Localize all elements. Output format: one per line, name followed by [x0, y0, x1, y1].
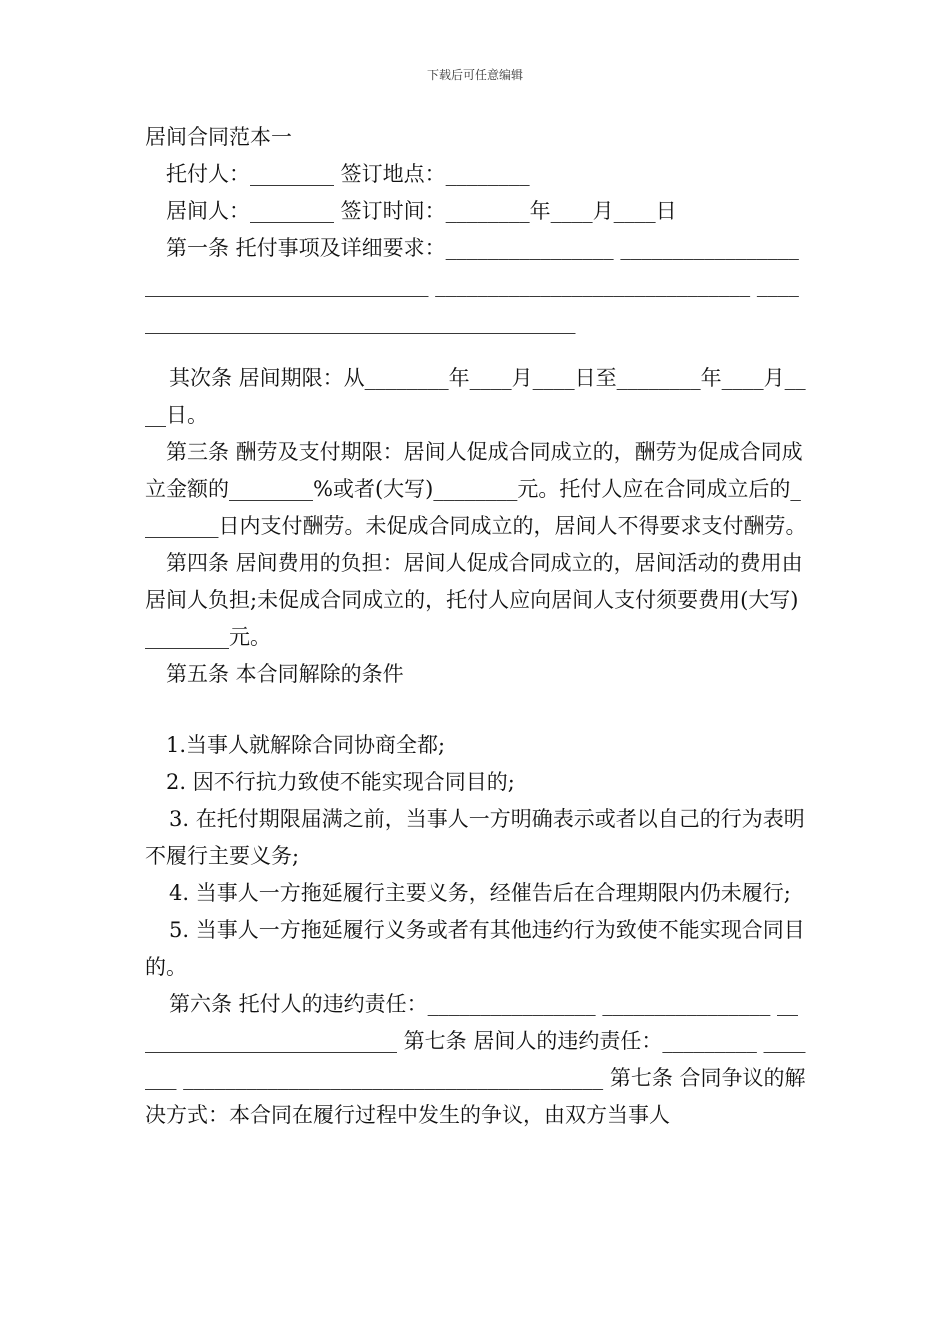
page-header: 下载后可任意编辑 [426, 68, 523, 82]
article-1: 第一条 托付事项及详细要求：________________ ____________________________________________ ______________________________ _____________________________________________ [145, 236, 799, 334]
condition-item-1: 1.当事人就解除合同协商全都; [166, 733, 446, 757]
condition-item-3: 3. 在托付期限届满之前，当事人一方明确表示或者以自己的行为表明不履行主要义务; [145, 807, 805, 868]
articles-6-7: 第六条 托付人的违约责任：________________ ________________ __________________________ 第七条 居间人的违约责任：_________ _______ ________________________________________ 第七条 合同争议的解决方式：本合同在履行过程中发生的争议，由双方当事人 [145, 992, 806, 1127]
entrustor-line: 托付人：________ 签订地点：________ [166, 162, 530, 186]
article-2: 其次条 居间期限：从________年____月____日至________年____月____日。 [145, 366, 806, 427]
article-5: 第五条 本合同解除的条件 [166, 662, 404, 686]
article-3: 第三条 酬劳及支付期限：居间人促成合同成立的，酬劳为促成合同成立金额的________%或者(大写)________元。托付人应在合同成立后的________日内支付酬劳。未促成合同成立的，居间人不得要求支付酬劳。 [145, 440, 807, 538]
condition-item-2: 2. 因不行抗力致使不能实现合同目的; [166, 770, 515, 794]
document-title: 居间合同范本一 [145, 125, 292, 149]
intermediary-line: 居间人：________ 签订时间：________年____月____日 [166, 199, 677, 223]
document-body [145, 119, 807, 1134]
condition-item-5: 5. 当事人一方拖延履行义务或者有其他违约行为致使不能实现合同目的。 [145, 918, 805, 979]
article-4: 第四条 居间费用的负担：居间人促成合同成立的，居间活动的费用由居间人负担;未促成合同成立的，托付人应向居间人支付须要费用(大写)________元。 [145, 551, 803, 649]
condition-item-4: 4. 当事人一方拖延履行主要义务，经催告后在合理期限内仍未履行; [169, 881, 791, 905]
